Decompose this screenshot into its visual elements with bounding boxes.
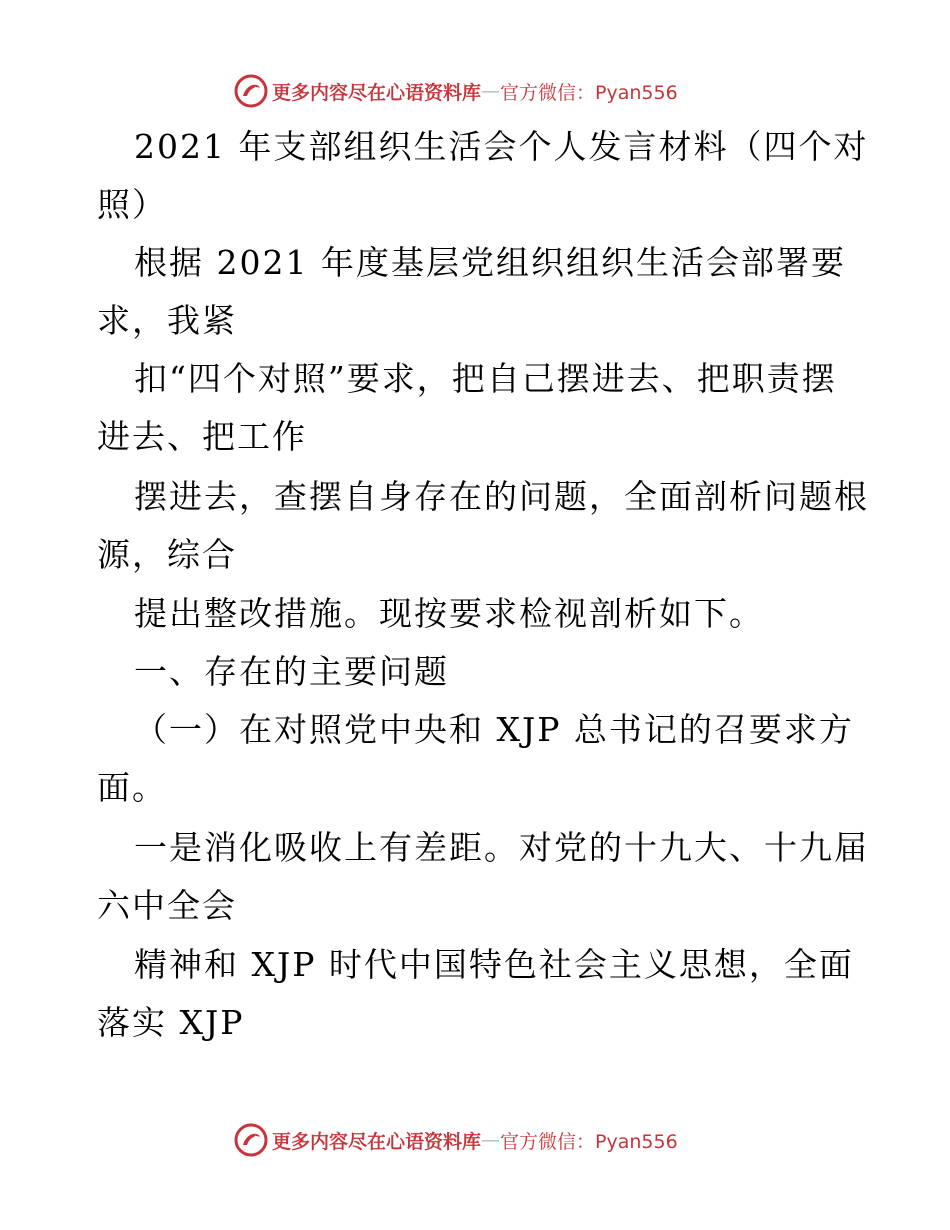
banner-wechat-text: 官方微信：Pyan556 — [500, 81, 678, 104]
text-line: 求，我紧 — [97, 301, 237, 340]
text-line: 2021 年支部组织生活会个人发言材料（四个对 — [134, 127, 869, 166]
banner-separator: — — [481, 80, 501, 102]
text-line: （一）在对照党中央和 XJP 总书记的召要求方 — [134, 710, 854, 749]
text-line: 扣“四个对照”要求，把自己摆进去、把职责摆 — [134, 359, 837, 398]
red-swirl-logo-icon — [234, 1123, 268, 1157]
text-line: 落实 XJP — [97, 1003, 245, 1042]
text-line: 精神和 XJP 时代中国特色社会主义思想，全面 — [134, 945, 854, 984]
banner-brand-text: 更多内容尽在心语资料库 — [272, 1130, 482, 1153]
banner-separator: — — [481, 1129, 501, 1151]
red-swirl-logo-icon — [234, 74, 268, 108]
text-line: 面。 — [97, 768, 167, 807]
text-line: 照） — [97, 185, 167, 224]
text-line: 一、存在的主要问题 — [134, 652, 449, 691]
text-line: 摆进去，查摆自身存在的问题，全面剖析问题根 — [134, 477, 869, 516]
header-banner — [234, 73, 678, 109]
footer-banner — [234, 1122, 678, 1158]
text-line: 六中全会 — [97, 886, 237, 925]
banner-brand-text: 更多内容尽在心语资料库 — [272, 81, 482, 104]
text-line: 根据 2021 年度基层党组织组织生活会部署要 — [134, 243, 846, 282]
text-line: 进去、把工作 — [97, 417, 307, 456]
text-line: 一是消化吸收上有差距。对党的十九大、十九届 — [134, 828, 869, 867]
text-line: 源，综合 — [97, 535, 237, 574]
banner-wechat-text: 官方微信：Pyan556 — [500, 1130, 678, 1153]
text-line: 提出整改措施。现按要求检视剖析如下。 — [134, 594, 764, 633]
